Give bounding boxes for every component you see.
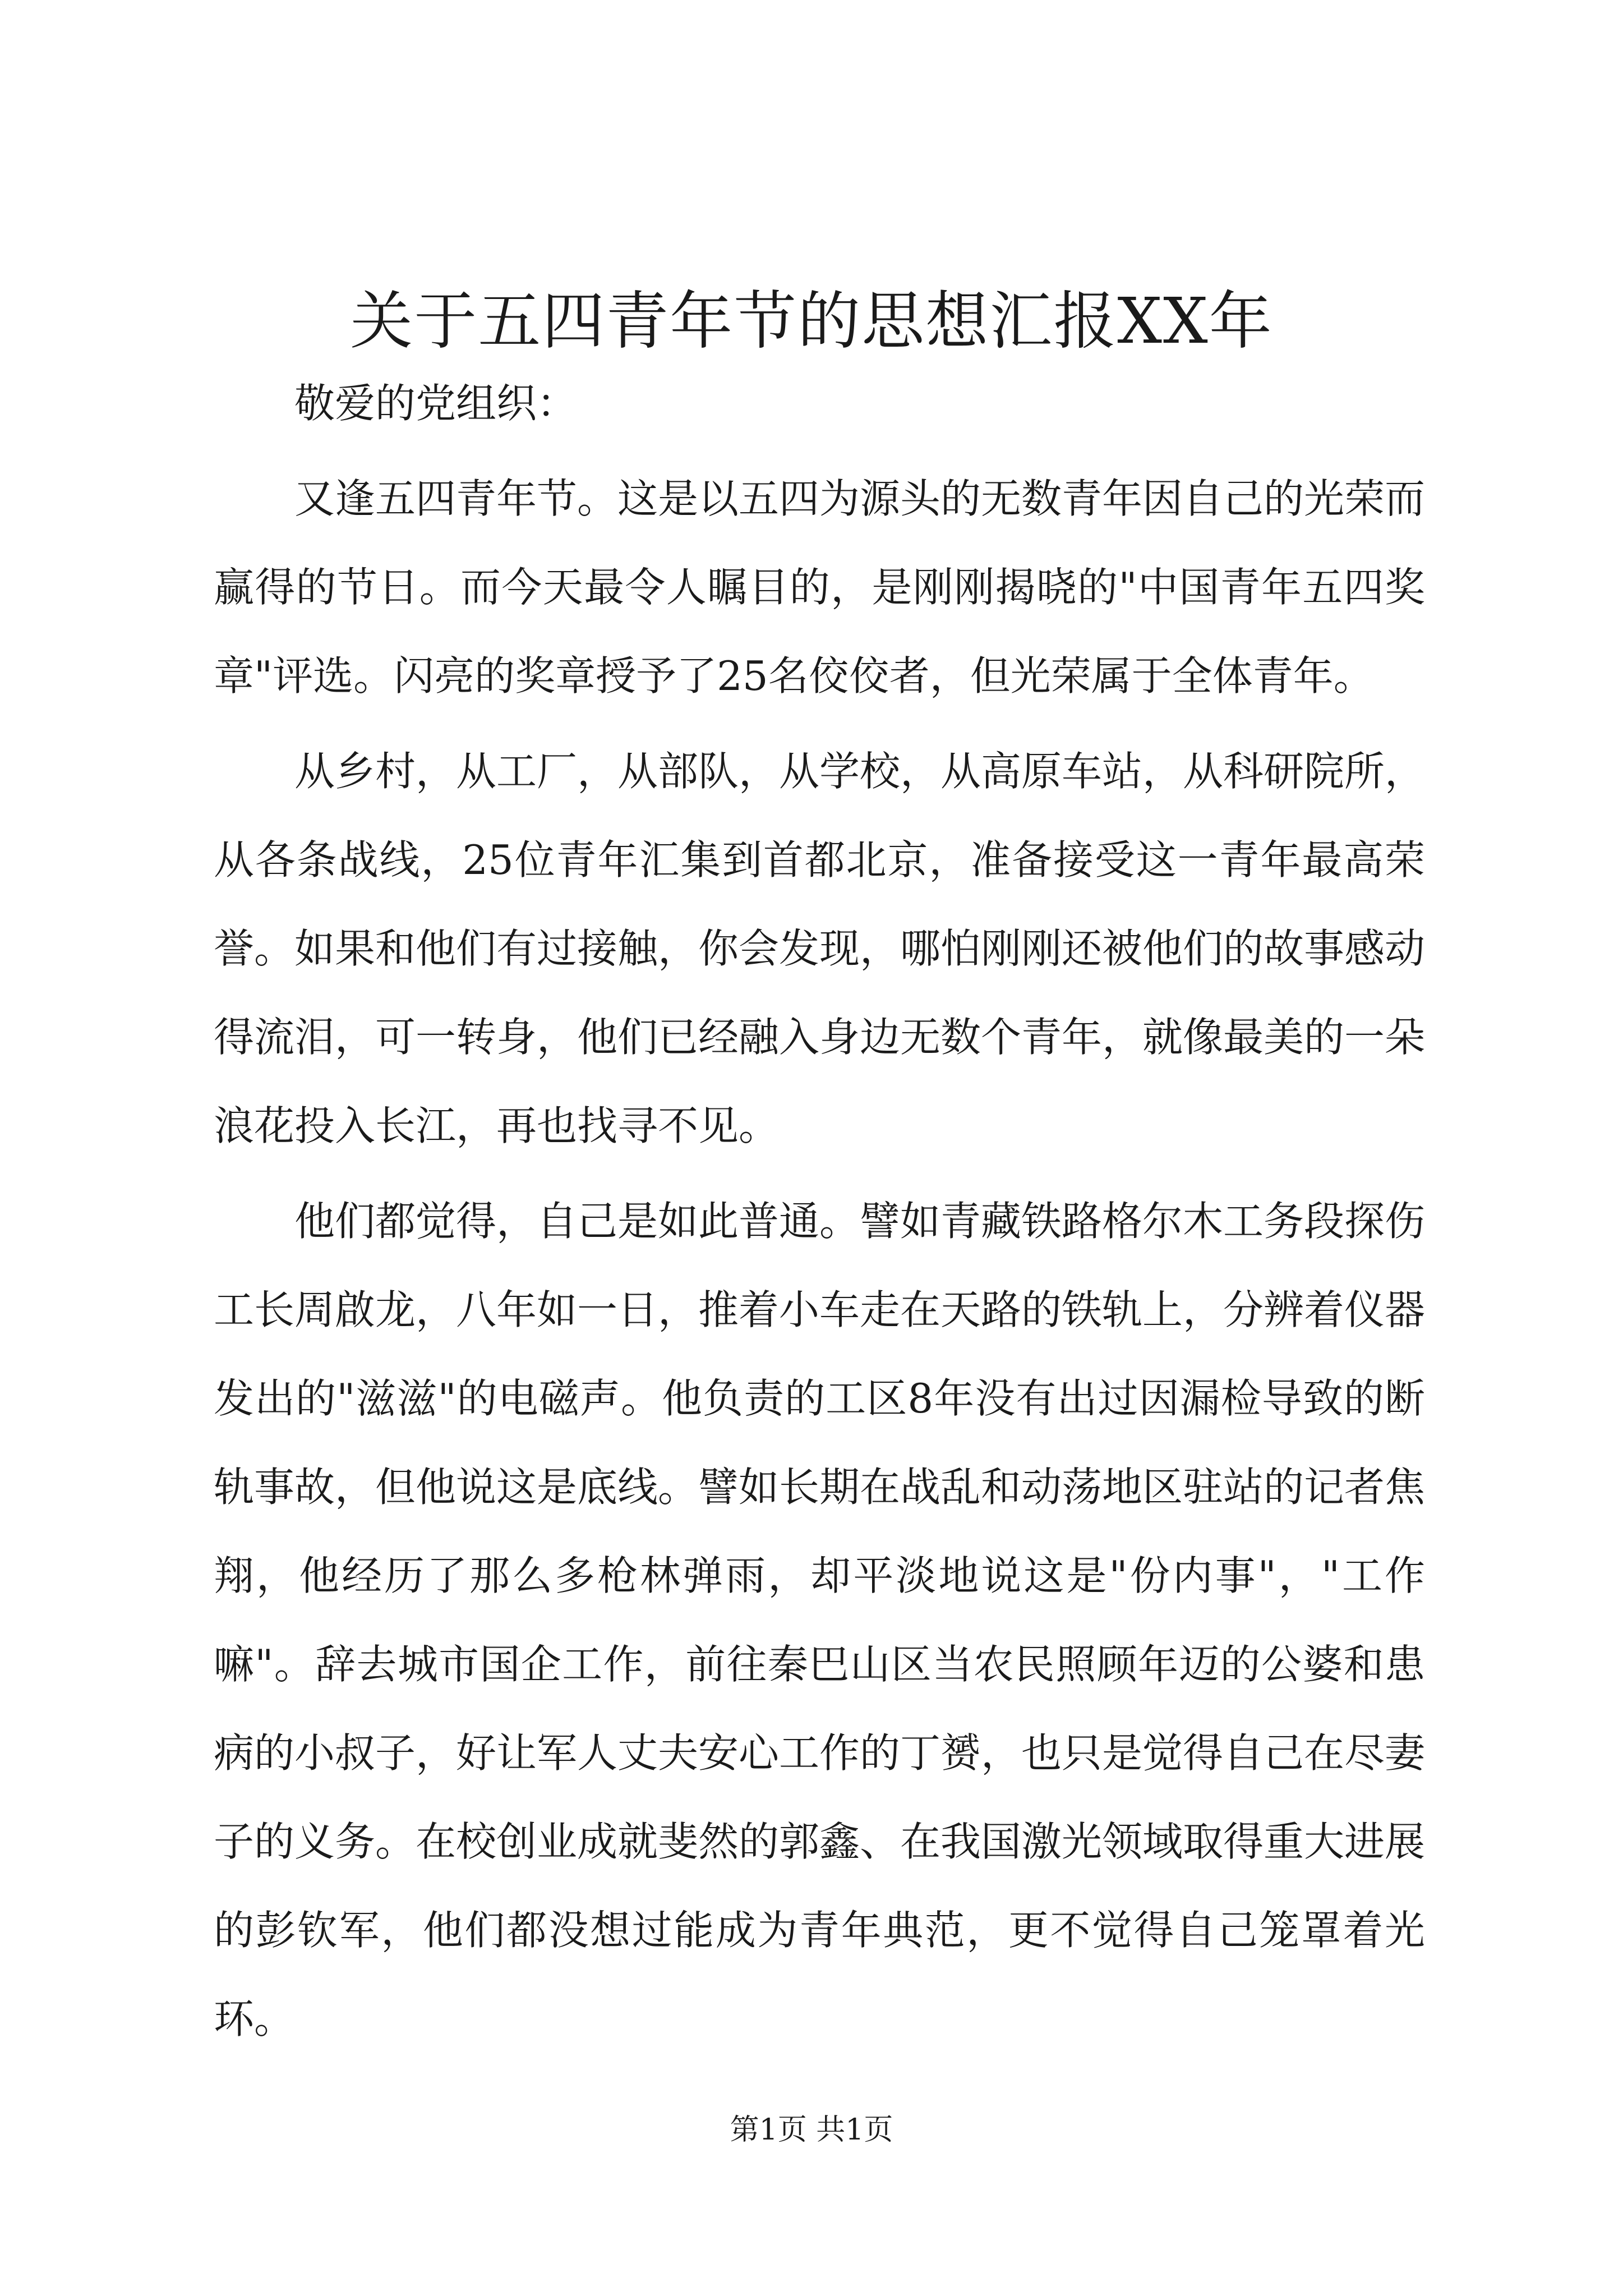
document-title: 关于五四青年节的思想汇报XX年	[350, 285, 1273, 358]
paragraph-1: 又逢五四青年节。这是以五四为源头的无数青年因自己的光荣而赢得的节日。而今天最令人瞩目的，是刚刚揭晓的"中国青年五四奖章"评选。闪亮的奖章授予了25名佼佼者，但光荣属于全体青年。	[214, 475, 1426, 700]
salutation: 敬爱的党组织：	[294, 380, 578, 427]
page-number-footer: 第1页 共1页	[730, 2113, 893, 2147]
document-body	[214, 359, 1425, 2070]
paragraph-3: 他们都觉得，自己是如此普通。譬如青藏铁路格尔木工务段探伤工长周啟龙，八年如一日，推着小车走在天路的铁轨上，分辨着仪器发出的"滋滋"的电磁声。他负责的工区8年没有出过因漏检导致的断轨事故，但他说这是底线。譬如长期在战乱和动荡地区驻站的记者焦翔，他经历了那么多枪林弹雨，却平淡地说这是"份内事"，"工作嘛"。辞去城市国企工作，前往秦巴山区当农民照顾年迈的公婆和患病的小叔子，好让军人丈夫安心工作的丁赟，也只是觉得自己在尽妻子的义务。在校创业成就斐然的郭鑫、在我国激光领域取得重大进展的彭钦军，他们都没想过能成为青年典范，更不觉得自己笼罩着光环。	[214, 1198, 1426, 2042]
paragraph-2: 从乡村，从工厂，从部队，从学校，从高原车站，从科研院所，从各条战线，25位青年汇集到首都北京，准备接受这一青年最高荣誉。如果和他们有过接触，你会发现，哪怕刚刚还被他们的故事感动得流泪，可一转身，他们已经融入身边无数个青年，就像最美的一朵浪花投入长江，再也找寻不见。	[214, 748, 1426, 1149]
